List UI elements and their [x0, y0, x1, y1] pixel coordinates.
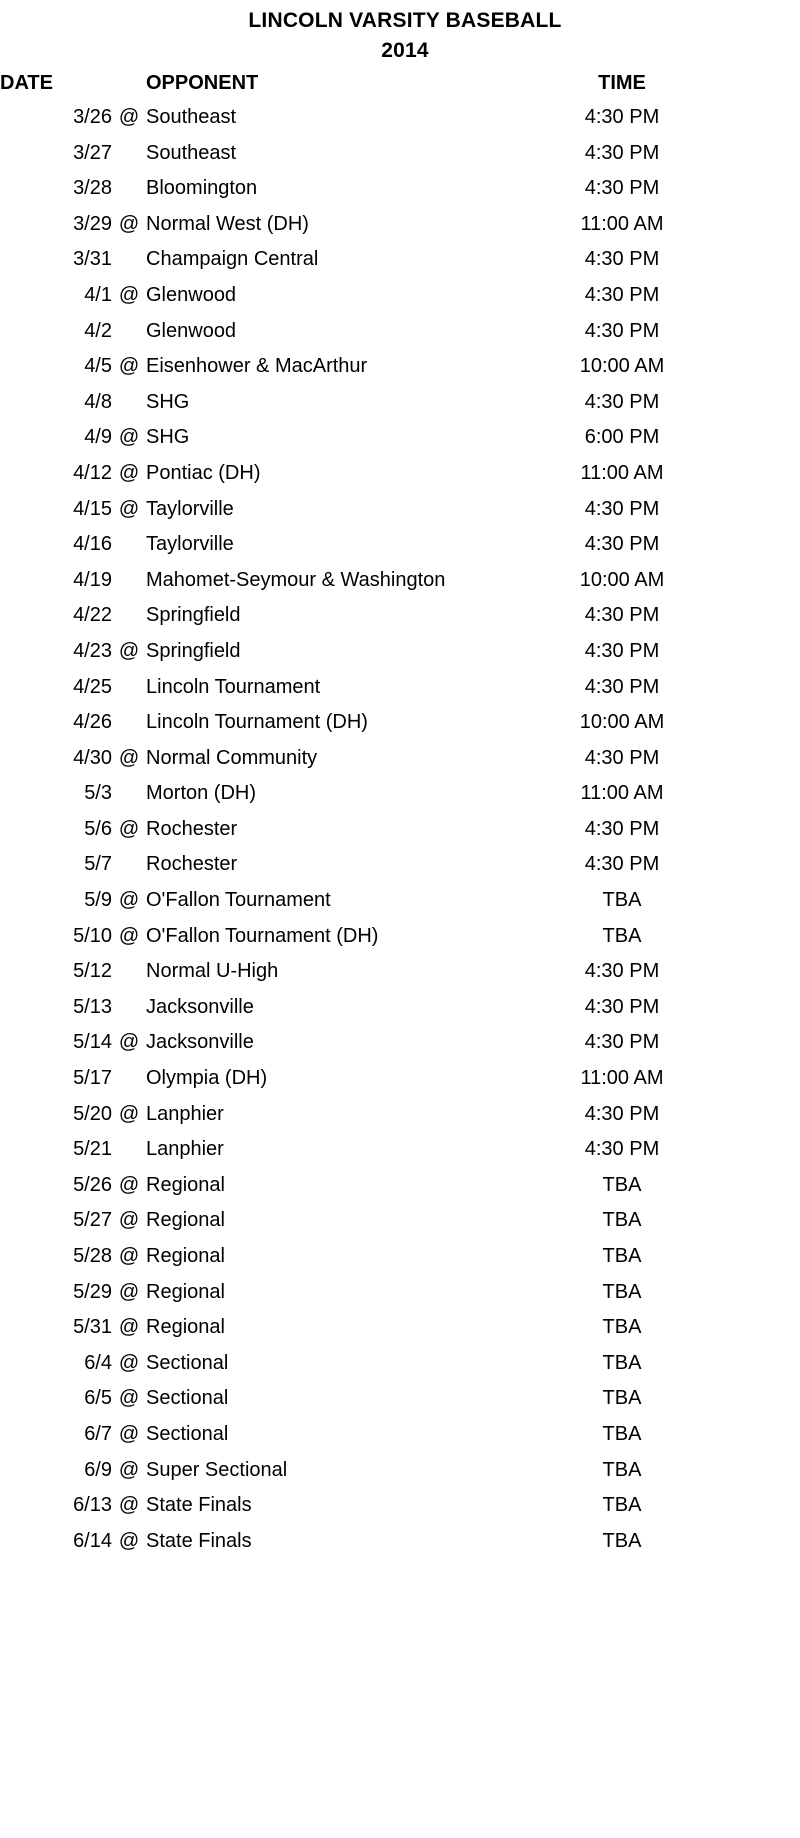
away-indicator: @ — [118, 212, 140, 235]
game-date: 5/10 — [73, 924, 112, 947]
table-row — [0, 1488, 700, 1524]
away-indicator: @ — [118, 497, 140, 520]
game-date: 5/6 — [84, 817, 112, 840]
table-body — [0, 100, 700, 1559]
game-opponent: Jacksonville — [146, 1031, 254, 1054]
game-time: 4:30 PM — [584, 853, 660, 876]
game-time: TBA — [602, 1494, 642, 1517]
table-header — [0, 66, 700, 100]
game-time: 4:30 PM — [584, 283, 660, 306]
game-opponent: State Finals — [146, 1494, 252, 1517]
table-row — [0, 1239, 700, 1275]
game-opponent: Taylorville — [146, 497, 234, 520]
away-indicator: @ — [118, 1458, 140, 1481]
away-indicator: @ — [118, 1494, 140, 1517]
table-row — [0, 1381, 700, 1417]
game-time: 11:00 AM — [580, 1067, 664, 1090]
game-date: 5/7 — [84, 853, 112, 876]
game-opponent: Glenwood — [146, 283, 237, 306]
table-row — [0, 1417, 700, 1453]
away-indicator: @ — [118, 1102, 140, 1125]
game-date: 3/27 — [73, 141, 112, 164]
away-indicator: @ — [118, 426, 140, 449]
game-opponent: Lanphier — [146, 1102, 224, 1125]
away-indicator — [112, 563, 146, 599]
table-row — [0, 705, 700, 741]
table-row — [0, 492, 700, 528]
game-date: 5/17 — [73, 1067, 112, 1090]
game-time: 10:00 AM — [579, 711, 665, 734]
table-row — [0, 1310, 700, 1346]
table-row — [0, 1061, 700, 1097]
game-time: 4:30 PM — [584, 604, 660, 627]
game-time: 4:30 PM — [584, 995, 660, 1018]
game-time: TBA — [602, 1316, 642, 1339]
game-time: 4:30 PM — [584, 177, 660, 200]
table-row — [0, 670, 700, 706]
game-time: TBA — [602, 1209, 642, 1232]
away-indicator — [112, 705, 146, 741]
table-row — [0, 883, 700, 919]
game-opponent: Glenwood — [146, 319, 237, 342]
game-time: TBA — [602, 1173, 642, 1196]
game-time: 4:30 PM — [584, 390, 660, 413]
game-time: 4:30 PM — [584, 106, 660, 128]
table-row — [0, 812, 700, 848]
game-opponent: Super Sectional — [146, 1458, 288, 1481]
table-row — [0, 1203, 700, 1239]
table-row — [0, 100, 700, 136]
away-indicator: @ — [118, 746, 140, 769]
game-date: 4/5 — [84, 355, 112, 378]
away-indicator — [112, 242, 146, 278]
away-indicator — [112, 171, 146, 207]
away-indicator: @ — [118, 1351, 140, 1374]
game-opponent: Regional — [146, 1245, 225, 1267]
game-date: 4/9 — [84, 426, 112, 449]
game-date: 4/19 — [73, 568, 112, 591]
game-date: 4/15 — [73, 497, 112, 520]
game-date: 6/14 — [73, 1529, 112, 1552]
game-date: 6/4 — [84, 1351, 112, 1374]
game-time: 4:30 PM — [584, 960, 660, 983]
game-date: 4/22 — [73, 604, 112, 627]
title-team: LINCOLN VARSITY BASEBALL — [248, 9, 562, 32]
game-opponent: Lincoln Tournament (DH) — [146, 711, 368, 734]
away-indicator: @ — [118, 283, 140, 306]
away-indicator: @ — [118, 106, 140, 128]
game-opponent: Southeast — [146, 106, 237, 128]
game-date: 4/12 — [73, 461, 112, 484]
game-date: 5/27 — [73, 1209, 112, 1232]
away-indicator: @ — [118, 1422, 140, 1445]
table-row — [0, 1168, 700, 1204]
game-opponent: Sectional — [146, 1387, 229, 1410]
page-title — [0, 6, 800, 66]
table-row — [0, 990, 700, 1026]
away-indicator: @ — [118, 355, 140, 378]
game-opponent: Eisenhower & MacArthur — [146, 355, 368, 378]
table-row — [0, 278, 700, 314]
game-time: 4:30 PM — [584, 639, 660, 662]
game-opponent: Normal Community — [146, 746, 318, 769]
game-opponent: Morton (DH) — [146, 782, 257, 805]
game-time: 4:30 PM — [584, 141, 660, 164]
table-row — [0, 1025, 700, 1061]
game-date: 5/28 — [73, 1245, 112, 1267]
game-date: 5/21 — [73, 1138, 112, 1161]
game-time: TBA — [602, 1280, 642, 1303]
table-row — [0, 1524, 700, 1560]
game-time: 6:00 PM — [584, 426, 660, 449]
game-date: 5/14 — [73, 1031, 112, 1054]
game-opponent: Regional — [146, 1209, 225, 1232]
table-row — [0, 349, 700, 385]
table-row — [0, 1346, 700, 1382]
game-time: TBA — [602, 924, 642, 947]
game-opponent: Lanphier — [146, 1138, 224, 1161]
away-indicator — [112, 776, 146, 812]
game-opponent: SHG — [146, 390, 190, 413]
game-date: 5/26 — [73, 1173, 112, 1196]
game-time: 10:00 AM — [579, 355, 665, 378]
game-date: 4/16 — [73, 533, 112, 556]
away-indicator — [112, 598, 146, 634]
game-opponent: SHG — [146, 426, 190, 449]
away-indicator: @ — [118, 461, 140, 484]
game-opponent: Regional — [146, 1316, 225, 1339]
table-row — [0, 1132, 700, 1168]
game-time: 4:30 PM — [584, 248, 660, 271]
game-date: 4/23 — [73, 639, 112, 662]
game-date: 3/31 — [73, 248, 112, 271]
game-time: 4:30 PM — [584, 497, 660, 520]
game-opponent: O'Fallon Tournament (DH) — [146, 924, 379, 947]
table-row — [0, 171, 700, 207]
game-date: 5/13 — [73, 995, 112, 1018]
table-row — [0, 527, 700, 563]
table-row — [0, 1453, 700, 1489]
table-row — [0, 634, 700, 670]
away-indicator: @ — [118, 639, 140, 662]
game-date: 5/3 — [84, 782, 112, 805]
game-date: 5/20 — [73, 1102, 112, 1125]
game-time: 10:00 AM — [579, 568, 665, 591]
schedule-table — [0, 66, 700, 1559]
away-indicator — [112, 527, 146, 563]
game-date: 4/2 — [84, 319, 112, 342]
game-opponent: Rochester — [146, 853, 238, 876]
away-indicator: @ — [118, 1031, 140, 1054]
away-indicator — [112, 136, 146, 172]
game-opponent: Taylorville — [146, 533, 234, 556]
game-time: 4:30 PM — [584, 675, 660, 698]
game-date: 3/26 — [73, 106, 112, 128]
game-date: 5/29 — [73, 1280, 112, 1303]
game-time: TBA — [602, 1422, 642, 1445]
game-time: TBA — [602, 1458, 642, 1481]
game-date: 5/9 — [84, 889, 112, 912]
table-row — [0, 919, 700, 955]
game-date: 4/30 — [73, 746, 112, 769]
game-time: 4:30 PM — [584, 533, 660, 556]
game-opponent: Springfield — [146, 639, 241, 662]
game-opponent: Normal West (DH) — [146, 212, 309, 235]
game-time: 4:30 PM — [584, 1102, 660, 1125]
game-opponent: Mahomet-Seymour & Washington — [146, 568, 446, 591]
game-opponent: Lincoln Tournament — [146, 675, 321, 698]
column-header-at — [112, 66, 146, 100]
game-opponent: Springfield — [146, 604, 241, 627]
game-date: 4/8 — [84, 390, 112, 413]
game-date: 5/12 — [73, 960, 112, 983]
away-indicator: @ — [118, 889, 140, 912]
column-header-time: TIME — [598, 72, 646, 94]
game-opponent: State Finals — [146, 1529, 252, 1552]
table-row — [0, 1097, 700, 1133]
game-opponent: Rochester — [146, 817, 238, 840]
away-indicator — [112, 847, 146, 883]
away-indicator: @ — [118, 924, 140, 947]
title-year: 2014 — [381, 39, 429, 62]
game-opponent: Sectional — [146, 1351, 229, 1374]
game-time: 11:00 AM — [580, 782, 664, 805]
game-opponent: Normal U-High — [146, 960, 279, 983]
game-time: 11:00 AM — [580, 461, 664, 484]
game-opponent: Sectional — [146, 1422, 229, 1445]
game-date: 4/1 — [84, 283, 112, 306]
table-row — [0, 207, 700, 243]
table-row — [0, 954, 700, 990]
game-time: 4:30 PM — [584, 1138, 660, 1161]
game-opponent: Jacksonville — [146, 995, 254, 1018]
away-indicator: @ — [118, 1209, 140, 1232]
header-row — [0, 66, 700, 100]
away-indicator: @ — [118, 1316, 140, 1339]
table-row — [0, 385, 700, 421]
table-row — [0, 847, 700, 883]
game-date: 6/5 — [84, 1387, 112, 1410]
table-row — [0, 776, 700, 812]
away-indicator: @ — [118, 1280, 140, 1303]
away-indicator — [112, 954, 146, 990]
game-date: 5/31 — [73, 1316, 112, 1339]
game-opponent: Bloomington — [146, 177, 258, 200]
table-row — [0, 598, 700, 634]
away-indicator — [112, 385, 146, 421]
table-row — [0, 741, 700, 777]
game-date: 6/13 — [73, 1494, 112, 1517]
game-time: TBA — [602, 1245, 642, 1267]
away-indicator — [112, 670, 146, 706]
table-row — [0, 563, 700, 599]
away-indicator: @ — [118, 1387, 140, 1410]
away-indicator: @ — [118, 1529, 140, 1552]
game-date: 3/29 — [73, 212, 112, 235]
game-opponent: Pontiac (DH) — [146, 461, 261, 484]
table-row — [0, 314, 700, 350]
game-date: 4/25 — [73, 675, 112, 698]
game-opponent: Southeast — [146, 141, 237, 164]
table-row — [0, 420, 700, 456]
table-row — [0, 1275, 700, 1311]
away-indicator — [112, 990, 146, 1026]
game-time: 4:30 PM — [584, 319, 660, 342]
game-time: 4:30 PM — [584, 746, 660, 769]
game-time: 4:30 PM — [584, 817, 660, 840]
game-time: 11:00 AM — [580, 212, 664, 235]
away-indicator — [112, 1132, 146, 1168]
game-time: TBA — [602, 1529, 642, 1552]
game-date: 6/7 — [84, 1422, 112, 1445]
game-opponent: Regional — [146, 1173, 225, 1196]
table-row — [0, 136, 700, 172]
game-date: 4/26 — [73, 711, 112, 734]
game-date: 3/28 — [73, 177, 112, 200]
game-time: TBA — [602, 1387, 642, 1410]
game-opponent: O'Fallon Tournament — [146, 889, 331, 912]
game-opponent: Regional — [146, 1280, 225, 1303]
away-indicator: @ — [118, 1173, 140, 1196]
away-indicator — [112, 314, 146, 350]
column-header-opponent: OPPONENT — [146, 72, 259, 94]
game-opponent: Champaign Central — [146, 248, 319, 271]
away-indicator: @ — [118, 1245, 140, 1267]
away-indicator: @ — [118, 817, 140, 840]
away-indicator — [112, 1061, 146, 1097]
column-header-date: DATE — [0, 72, 53, 94]
game-time: TBA — [602, 1351, 642, 1374]
table-row — [0, 456, 700, 492]
game-date: 6/9 — [84, 1458, 112, 1481]
game-time: TBA — [602, 889, 642, 912]
table-row — [0, 242, 700, 278]
game-opponent: Olympia (DH) — [146, 1067, 268, 1090]
game-time: 4:30 PM — [584, 1031, 660, 1054]
